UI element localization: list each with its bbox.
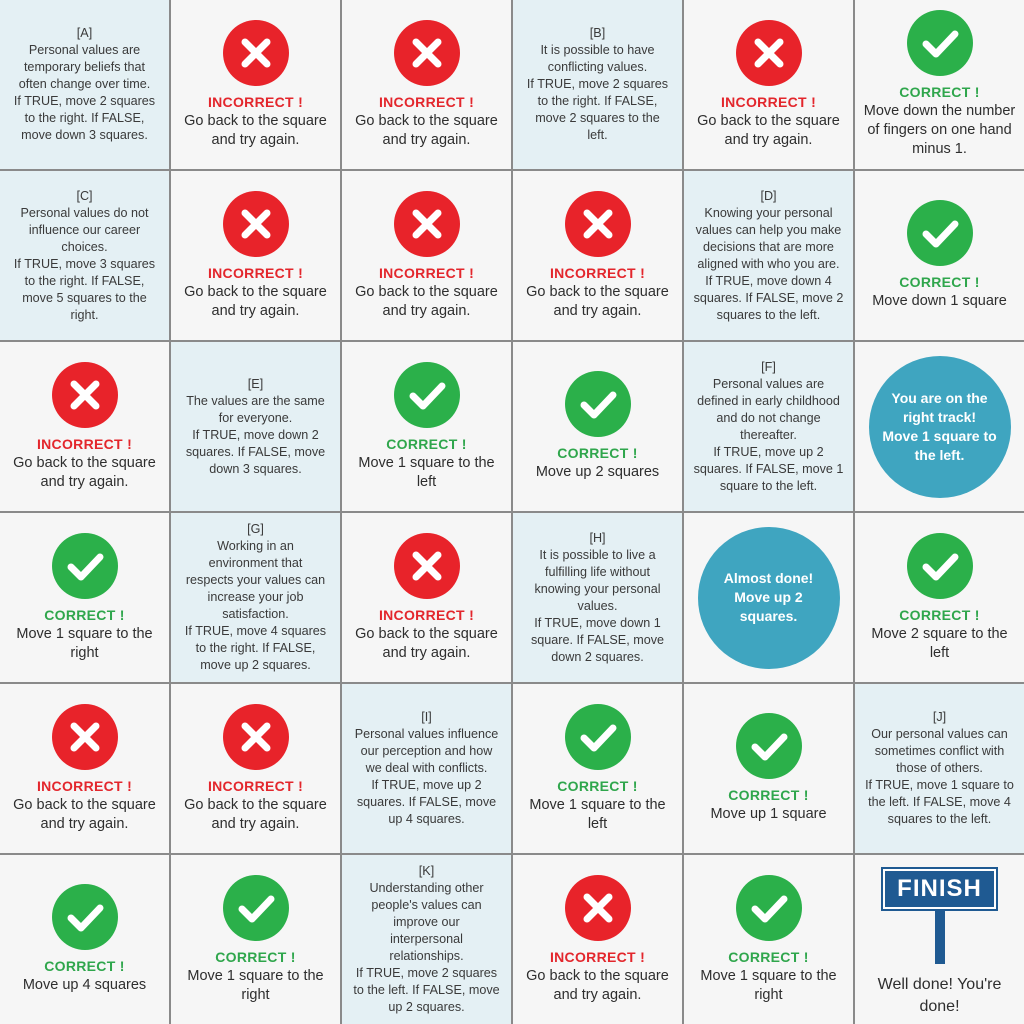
- board-square[interactable]: [342, 342, 511, 511]
- correct-label: CORRECT !: [557, 777, 638, 794]
- question-letter: [B]: [589, 26, 606, 40]
- x-mark-icon: [223, 20, 289, 86]
- retry-instruction: Go back to the square and try again.: [526, 283, 669, 319]
- question-text: Personal values do not influence our career choices. If TRUE, move 3 squares to the right. If FALSE, move 5 squares to the right.: [13, 205, 156, 322]
- move-instruction: Move up 4 squares: [22, 977, 147, 993]
- incorrect-label: INCORRECT !: [207, 93, 304, 110]
- move-instruction: Move 2 square to the left: [871, 625, 1008, 661]
- check-mark-icon: [52, 533, 118, 599]
- board-square[interactable]: [684, 684, 853, 853]
- incorrect-label: INCORRECT !: [207, 264, 304, 281]
- hint-bubble: Almost done! Move up 2 squares.: [698, 527, 840, 669]
- move-instruction: Move 1 square to the left: [358, 454, 495, 490]
- x-mark-icon: [223, 704, 289, 770]
- finish-sign: FINISH: [883, 869, 996, 909]
- board-square[interactable]: [171, 855, 340, 1024]
- board-square[interactable]: [513, 513, 682, 682]
- board-square[interactable]: [684, 855, 853, 1024]
- board-square[interactable]: [0, 171, 169, 340]
- incorrect-label: INCORRECT !: [378, 93, 475, 110]
- board-square[interactable]: [513, 684, 682, 853]
- move-instruction: Move down the number of fingers on one hand minus 1.: [863, 103, 1016, 157]
- question-text: Understanding other people's values can improve our interpersonal relationships. If TRUE, move 2 squares to the left. If FALSE, move up 2 squares.: [353, 881, 500, 1014]
- question-letter: [H]: [589, 530, 606, 545]
- question-letter: [G]: [247, 522, 264, 536]
- check-mark-icon: [736, 875, 802, 941]
- question-letter: [C]: [76, 188, 93, 203]
- board-square[interactable]: [171, 171, 340, 340]
- board-square[interactable]: [855, 0, 1024, 169]
- correct-label: CORRECT !: [728, 948, 809, 965]
- board-square[interactable]: [342, 171, 511, 340]
- check-mark-icon: [52, 884, 118, 950]
- correct-label: CORRECT !: [44, 606, 125, 623]
- question-text: Our personal values can sometimes conflict with those of others. If TRUE, move 1 square to the left. If FALSE, move 4 squares to the left.: [865, 727, 1014, 826]
- incorrect-label: INCORRECT !: [549, 264, 646, 281]
- board-square[interactable]: [855, 171, 1024, 340]
- move-instruction: Move 1 square to the right: [700, 967, 837, 1003]
- board-square[interactable]: [0, 0, 169, 169]
- board-square[interactable]: [684, 513, 853, 682]
- x-mark-icon: [52, 362, 118, 428]
- finish-pole: [935, 909, 945, 964]
- retry-instruction: Go back to the square and try again.: [13, 454, 156, 490]
- board-square[interactable]: [513, 342, 682, 511]
- board-square[interactable]: [855, 342, 1024, 511]
- question-text: Working in an environment that respects your values can increase your job satisfaction. If TRUE, move 4 squares to the right. If FALSE, move up 2 squares.: [184, 539, 327, 672]
- correct-label: CORRECT !: [899, 274, 980, 290]
- x-mark-icon: [223, 191, 289, 257]
- incorrect-label: INCORRECT !: [378, 264, 475, 281]
- board-square[interactable]: [513, 171, 682, 340]
- retry-instruction: Go back to the square and try again.: [697, 112, 840, 148]
- board-square[interactable]: [684, 0, 853, 169]
- check-mark-icon: [736, 713, 802, 779]
- retry-instruction: Go back to the square and try again.: [355, 283, 498, 319]
- question-letter: [I]: [421, 710, 432, 724]
- board-square[interactable]: [0, 513, 169, 682]
- board-square[interactable]: [342, 0, 511, 169]
- check-mark-icon: [907, 200, 973, 266]
- incorrect-label: INCORRECT !: [720, 93, 817, 110]
- question-text: Personal values influence our perception and how we deal with conflicts. If TRUE, move up 2 squares. If FALSE, move up 4 squares.: [354, 727, 499, 826]
- retry-instruction: Go back to the square and try again.: [184, 796, 327, 832]
- finish-message: Well done! You're done!: [877, 976, 1002, 1015]
- x-mark-icon: [394, 533, 460, 599]
- x-mark-icon: [394, 20, 460, 86]
- check-mark-icon: [565, 704, 631, 770]
- move-instruction: Move 1 square to the right: [16, 625, 153, 661]
- board-square[interactable]: [171, 342, 340, 511]
- incorrect-label: INCORRECT !: [549, 948, 646, 965]
- question-letter: [A]: [76, 26, 93, 40]
- correct-label: CORRECT !: [899, 84, 980, 100]
- correct-label: CORRECT !: [215, 948, 296, 965]
- board-square[interactable]: [342, 513, 511, 682]
- retry-instruction: Go back to the square and try again.: [184, 283, 327, 319]
- question-text: It is possible to have conflicting values. If TRUE, move 2 squares to the right. If FALSE, move 2 squares to the left.: [526, 43, 669, 142]
- board-square[interactable]: [513, 855, 682, 1024]
- move-instruction: Move up 1 square: [710, 806, 827, 822]
- board-square[interactable]: [855, 684, 1024, 853]
- check-mark-icon: [907, 10, 973, 76]
- check-mark-icon: [223, 875, 289, 941]
- correct-label: CORRECT !: [728, 787, 809, 803]
- board-square[interactable]: [171, 513, 340, 682]
- retry-instruction: Go back to the square and try again.: [526, 967, 669, 1003]
- question-text: It is possible to live a fulfilling life without knowing your personal values. If TRUE, move down 1 square. If FALSE, move down 2 squares.: [531, 547, 664, 664]
- board-square[interactable]: [0, 684, 169, 853]
- move-instruction: Move 1 square to the right: [187, 967, 324, 1003]
- retry-instruction: Go back to the square and try again.: [355, 625, 498, 661]
- x-mark-icon: [394, 191, 460, 257]
- board-square[interactable]: [171, 0, 340, 169]
- check-mark-icon: [907, 533, 973, 599]
- board-square[interactable]: [855, 513, 1024, 682]
- question-letter: [K]: [418, 864, 435, 878]
- hint-bubble: You are on the right track! Move 1 square to the left.: [869, 356, 1011, 498]
- incorrect-label: INCORRECT !: [36, 777, 133, 794]
- question-letter: [F]: [761, 359, 776, 374]
- board-square[interactable]: [684, 342, 853, 511]
- question-text: Personal values are defined in early childhood and do not change thereafter. If TRUE, move up 2 squares. If FALSE, move 1 square to the left.: [693, 376, 844, 493]
- x-mark-icon: [565, 875, 631, 941]
- incorrect-label: INCORRECT !: [207, 777, 304, 794]
- correct-label: CORRECT !: [557, 445, 638, 461]
- question-text: Knowing your personal values can help you make decisions that are more aligned with who you are. If TRUE, move down 4 squares. If FALSE, move 2 squares to the left.: [693, 205, 844, 322]
- question-letter: [E]: [247, 376, 264, 391]
- retry-instruction: Go back to the square and try again.: [13, 796, 156, 832]
- check-mark-icon: [394, 362, 460, 428]
- board-square[interactable]: [0, 855, 169, 1024]
- correct-label: CORRECT !: [386, 435, 467, 452]
- x-mark-icon: [565, 191, 631, 257]
- board-square[interactable]: [342, 684, 511, 853]
- correct-label: CORRECT !: [44, 958, 125, 974]
- x-mark-icon: [736, 20, 802, 86]
- question-letter: [D]: [760, 188, 777, 203]
- board-square[interactable]: [342, 855, 511, 1024]
- question-letter: [J]: [932, 710, 947, 724]
- board-square[interactable]: [0, 342, 169, 511]
- incorrect-label: INCORRECT !: [378, 606, 475, 623]
- check-mark-icon: [565, 371, 631, 437]
- question-text: Personal values are temporary beliefs that often change over time. If TRUE, move 2 squares to the right. If FALSE, move down 3 squares.: [13, 43, 156, 142]
- move-instruction: Move 1 square to the left: [529, 796, 666, 832]
- board-square[interactable]: [171, 684, 340, 853]
- retry-instruction: Go back to the square and try again.: [355, 112, 498, 148]
- board-square[interactable]: [513, 0, 682, 169]
- move-instruction: Move down 1 square: [872, 293, 1007, 309]
- correct-label: CORRECT !: [899, 606, 980, 623]
- move-instruction: Move up 2 squares: [535, 464, 660, 480]
- x-mark-icon: [52, 704, 118, 770]
- question-text: The values are the same for everyone. If TRUE, move down 2 squares. If FALSE, move down 3 squares.: [185, 393, 326, 476]
- board-square[interactable]: [684, 171, 853, 340]
- board-square[interactable]: [855, 855, 1024, 1024]
- incorrect-label: INCORRECT !: [36, 435, 133, 452]
- retry-instruction: Go back to the square and try again.: [184, 112, 327, 148]
